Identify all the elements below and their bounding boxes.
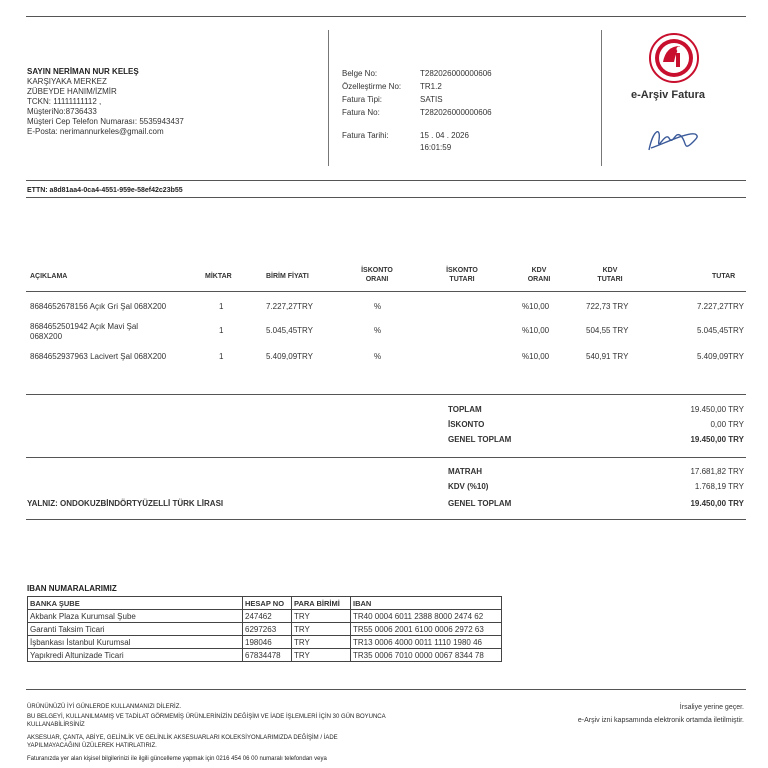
item-total: 7.227,27TRY (697, 302, 744, 311)
item-discount-rate: % (374, 302, 382, 311)
e-arsiv-logo (646, 32, 702, 84)
footer-note: AKSESUAR, ÇANTA, ABİYE, GELİNLİK VE GELİNLİK AKSESUARLARI KOLEKSİYONLARIMIZDA DEĞİŞİM / İADE YAPILMAYACAĞINI ÜZÜLEREK HATIRLATIRIZ. (27, 735, 338, 749)
invoice-time: 16:01:59 (420, 143, 452, 152)
footer-note: Faturanızda yer alan kişisel bilgilerinizi ile ilgili güncelleme yapmak için 0216 454 06 00 numaralı telefondan veya (27, 756, 327, 762)
item-discount-rate: % (374, 352, 382, 361)
item-discount-rate: % (374, 326, 382, 335)
item-vat-amount: 504,55 TRY (586, 326, 629, 335)
item-vat-amount: 722,73 TRY (586, 302, 629, 311)
iban-number: TR55 0006 2001 6100 0006 2972 63 (351, 623, 502, 636)
customer-block (27, 67, 184, 137)
discount-label: İSKONTO (448, 420, 485, 429)
grand-total-label: GENEL TOPLAM (448, 435, 512, 444)
signature-icon (643, 120, 703, 165)
col-header-unit-price: BİRİM FİYATI (266, 273, 309, 280)
table-row (28, 636, 502, 649)
customer-email: E-Posta: nerimannurkeles@gmail.com (27, 127, 164, 136)
iban-title: IBAN NUMARALARIMIZ (27, 584, 117, 593)
ettn-rule-top (26, 180, 746, 181)
iban-col-currency: PARA BİRİMİ (292, 597, 351, 610)
item-unit-price: 7.227,27TRY (266, 302, 313, 311)
meta-label: Belge No: (342, 69, 378, 78)
item-total: 5.045,45TRY (697, 326, 744, 335)
iban-account: 67834478 (243, 649, 292, 662)
iban-account: 198046 (243, 636, 292, 649)
iban-bank: Garanti Taksim Ticari (28, 623, 243, 636)
ettn-rule-bottom (26, 197, 746, 198)
invoice-date: 15 . 04 . 2026 (420, 131, 469, 140)
iban-header-row (28, 597, 502, 610)
tax-base-value: 17.681,82 TRY (690, 467, 744, 476)
iban-bank: Akbank Plaza Kurumsal Şube (28, 610, 243, 623)
col-header-description: AÇIKLAMA (30, 273, 68, 280)
item-vat-amount: 540,91 TRY (586, 352, 629, 361)
item-vat-rate: %10,00 (522, 352, 550, 361)
total-label: TOPLAM (448, 405, 482, 414)
col-header-quantity: MİKTAR (205, 273, 232, 280)
table-row (28, 623, 502, 636)
totals-rule-mid (26, 457, 746, 458)
footer-e-archive-note: e-Arşiv izni kapsamında elektronik ortamda iletilmiştir. (577, 717, 744, 724)
header-divider-left (328, 30, 329, 166)
vat-value: 1.768,19 TRY (694, 482, 744, 491)
items-header-rule (26, 291, 746, 292)
item-quantity: 1 (219, 302, 224, 311)
grand-total-value-2: 19.450,00 TRY (690, 499, 744, 508)
iban-table (27, 596, 502, 662)
item-description: 8684652501942 Açık Mavi Şal 068X200 (30, 322, 139, 341)
tax-base-label: MATRAH (448, 467, 483, 476)
meta-label: Fatura Tipi: (342, 95, 383, 104)
footer-note: BU BELGEYİ, KULLANILMAMIŞ VE TADİLAT GÖRMEMİŞ ÜRÜNLERİNİZİN DEĞİŞİM VE İADE İŞLEMLERİ İÇİN 30 GÜN BOYUNCA KULLANABİLİRSİNİZ (27, 714, 386, 728)
item-quantity: 1 (219, 326, 224, 335)
iban-col-account: HESAP NO (243, 597, 292, 610)
date-label: Fatura Tarihi: (342, 131, 389, 140)
item-total: 5.409,09TRY (697, 352, 744, 361)
iban-bank: Yapıkredi Altunizade Ticari (28, 649, 243, 662)
iban-col-iban: IBAN (351, 597, 502, 610)
e-arsiv-seal-icon (646, 32, 702, 84)
col-header-vat-amount: KDV TUTARI (597, 267, 623, 283)
iban-number: TR35 0006 7010 0000 0067 8344 78 (351, 649, 502, 662)
iban-account: 6297263 (243, 623, 292, 636)
item-unit-price: 5.409,09TRY (266, 352, 313, 361)
customer-name: SAYIN NERİMAN NUR KELEŞ (27, 67, 139, 76)
iban-number: TR13 0006 4000 0011 1110 1980 46 (351, 636, 502, 649)
ettn: ETTN: a8d81aa4-0ca4-4551-959e-58ef42c23b55 (27, 187, 183, 194)
table-row (28, 649, 502, 662)
customer-line: Müşteri Cep Telefon Numarası: 5535943437 (27, 117, 184, 126)
item-vat-rate: %10,00 (522, 302, 550, 311)
discount-value: 0,00 TRY (710, 420, 744, 429)
totals-rule-top (26, 394, 746, 395)
col-header-discount-rate: İSKONTO ORANI (361, 267, 393, 283)
item-vat-rate: %10,00 (522, 326, 550, 335)
meta-label: Özelleştirme No: (342, 82, 402, 91)
grand-total-value: 19.450,00 TRY (690, 435, 744, 444)
grand-total-label-2: GENEL TOPLAM (448, 499, 512, 508)
col-header-total: TUTAR (712, 273, 736, 280)
footer-note: ÜRÜNÜNÜZÜ İYİ GÜNLERDE KULLANMANIZI DİLERİZ. (27, 704, 182, 710)
brand-title: e-Arşiv Fatura (631, 89, 705, 101)
iban-number: TR40 0004 6011 2388 8000 2474 62 (351, 610, 502, 623)
totals-rule-bottom (26, 519, 746, 520)
customer-line: KARŞIYAKA MERKEZ (27, 77, 107, 86)
footer-waybill-note: İrsaliye yerine geçer. (679, 704, 744, 711)
total-value: 19.450,00 TRY (690, 405, 744, 414)
iban-col-bank: BANKA ŞUBE (28, 597, 243, 610)
iban-bank: İşbankası İstanbul Kurumsal (28, 636, 243, 649)
iban-currency: TRY (292, 636, 351, 649)
table-row (28, 610, 502, 623)
item-unit-price: 5.045,45TRY (266, 326, 313, 335)
item-description: 8684652937963 Lacivert Şal 068X200 (30, 352, 167, 361)
customer-line: MüşteriNo:8736433 (27, 107, 97, 116)
item-quantity: 1 (219, 352, 224, 361)
item-description: 8684652678156 Açık Gri Şal 068X200 (30, 302, 167, 311)
meta-value: T282026000000606 (420, 108, 492, 117)
footer-rule (26, 689, 746, 690)
customer-line: TCKN: 11111111112 , (27, 97, 102, 106)
meta-label: Fatura No: (342, 108, 380, 117)
top-rule (26, 16, 746, 17)
meta-value: T282026000000606 (420, 69, 492, 78)
col-header-discount-amount: İSKONTO TUTARI (446, 267, 478, 283)
header-divider-right (601, 30, 602, 166)
col-header-vat-rate: KDV ORANI (527, 267, 551, 283)
meta-value: TR1.2 (420, 82, 442, 91)
meta-value: SATIS (420, 95, 443, 104)
amount-in-words: YALNIZ: ONDOKUZBİNDÖRTYÜZELLİ TÜRK LİRASI (27, 499, 224, 508)
customer-line: ZÜBEYDE HANIM/İZMİR (27, 87, 117, 96)
vat-label: KDV (%10) (448, 482, 489, 491)
iban-currency: TRY (292, 610, 351, 623)
iban-currency: TRY (292, 649, 351, 662)
iban-account: 247462 (243, 610, 292, 623)
iban-currency: TRY (292, 623, 351, 636)
